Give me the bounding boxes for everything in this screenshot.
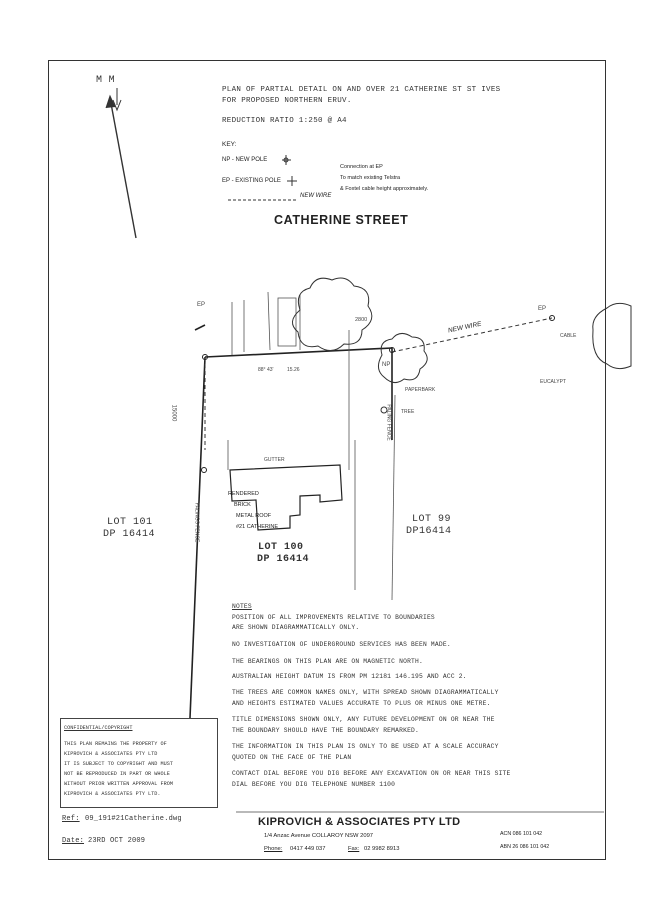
lot-101-dp: DP 16414 <box>103 529 156 540</box>
lot-99-label: LOT 99 <box>412 514 452 525</box>
note-line: CONTACT DIAL BEFORE YOU DIG BEFORE ANY EXCAVATION ON OR NEAR THIS SITE <box>232 770 511 777</box>
ref-label: Ref: <box>62 815 80 823</box>
notes-heading: NOTES <box>232 603 252 610</box>
note-line: AUSTRALIAN HEIGHT DATUM IS FROM PM 12181 146.195 AND ACC 2. <box>232 673 467 680</box>
copyright-line: IT IS SUBJECT TO COPYRIGHT AND MUST <box>64 761 173 767</box>
note-line: THE INFORMATION IN THIS PLAN IS ONLY TO BE USED AT A SCALE ACCURACY <box>232 743 499 750</box>
key-heading: KEY: <box>222 141 237 148</box>
north-arrow-icon <box>106 88 136 238</box>
ref-value: 09_191#21Catherine.dwg <box>85 815 182 823</box>
reduction-ratio: REDUCTION RATIO 1:250 @ A4 <box>222 117 347 125</box>
company-address: 1/4 Anzac Avenue COLLAROY NSW 2097 <box>264 833 374 839</box>
plan-title: PLAN OF PARTIAL DETAIL ON AND OVER 21 CATHERINE ST ST IVES <box>222 86 501 94</box>
note-line: AND HEIGHTS ESTIMATED VALUES ACCURATE TO PLUS OR MINUS ONE METRE. <box>232 700 491 707</box>
pole-label-ep-left: EP <box>197 302 206 308</box>
tree-label-paperbark: PAPERBARK <box>405 387 436 393</box>
lot-101-label: LOT 101 <box>107 517 153 528</box>
building-label-3: METAL ROOF <box>236 513 272 519</box>
tree-label-eucalypt: EUCALYPT <box>540 379 567 385</box>
lot-99-dp: DP16414 <box>406 526 452 537</box>
pole-markers <box>202 316 555 473</box>
date-value: 23RD OCT 2009 <box>88 837 146 845</box>
key-connection-3: & Foxtel cable height approximately. <box>340 186 429 192</box>
key-connection-2: To match existing Telstra <box>340 175 401 181</box>
palings-fence-left: PALINGS FENCE <box>193 502 200 543</box>
copyright-line: KIPROVICH & ASSOCIATES PTY LTD. <box>64 791 161 797</box>
tree-canopy-icon <box>292 278 631 413</box>
acn-number: ACN 086 101 042 <box>500 831 543 837</box>
tree-label-tree: TREE <box>401 409 415 415</box>
cable-label: CABLE <box>560 333 577 339</box>
key-connection-1: Connection at EP <box>340 164 383 170</box>
gutter-label: GUTTER <box>264 457 285 463</box>
copyright-line: NOT BE REPRODUCED IN PART OR WHOLE <box>64 771 170 777</box>
note-line: THE BEARINGS ON THIS PLAN ARE ON MAGNETIC NORTH. <box>232 658 423 665</box>
note-line: POSITION OF ALL IMPROVEMENTS RELATIVE TO BOUNDARIES <box>232 614 435 621</box>
building-outline <box>230 465 342 530</box>
north-label: M M <box>96 75 115 86</box>
pole-label-ep-right: EP <box>538 306 547 312</box>
street-name: CATHERINE STREET <box>274 213 409 227</box>
detail-lines <box>228 292 395 600</box>
copyright-line: WITHOUT PRIOR WRITTEN APPROVAL FROM <box>64 781 173 787</box>
paling-fence-right: PALING FENCE <box>385 404 392 441</box>
new-wire-label: NEW WIRE <box>447 320 483 335</box>
abn-number: ABN 26 086 101 042 <box>500 844 550 850</box>
key-new-pole: NP - NEW POLE <box>222 157 268 163</box>
dimension-2800: 2800 <box>355 317 368 323</box>
phone-label: Phone: <box>264 846 283 852</box>
new-wire-lines <box>205 318 552 450</box>
note-line: QUOTED ON THE FACE OF THE PLAN <box>232 754 352 761</box>
note-line: TITLE DIMENSIONS SHOWN ONLY, ANY FUTURE DEVELOPMENT ON OR NEAR THE <box>232 716 495 723</box>
note-line: NO INVESTIGATION OF UNDERGROUND SERVICES HAS BEEN MADE. <box>232 641 451 648</box>
building-label-1: RENDERED <box>228 491 259 497</box>
pole-label-np: NP <box>382 362 391 368</box>
note-line: DIAL BEFORE YOU DIG TELEPHONE NUMBER 1100 <box>232 781 396 788</box>
copyright-box <box>60 718 218 808</box>
copyright-line: THIS PLAN REMAINS THE PROPERTY OF <box>64 741 167 747</box>
building-label-2: BRICK <box>234 502 251 508</box>
bearing-label: 88° 43' <box>258 367 274 373</box>
copyright-heading: CONFIDENTIAL/COPYRIGHT <box>64 725 133 731</box>
plan-subtitle: FOR PROPOSED NORTHERN ERUV. <box>222 97 352 105</box>
phone-number: 0417 449 037 <box>290 846 326 852</box>
note-line: ARE SHOWN DIAGRAMMATICALLY ONLY. <box>232 624 360 631</box>
copyright-line: KIPROVICH & ASSOCIATES PTY LTD <box>64 751 158 757</box>
date-label: Date: <box>62 837 85 845</box>
fax-label: Fax: <box>348 846 360 852</box>
key-existing-pole: EP - EXISTING POLE <box>222 178 281 184</box>
key-new-wire: NEW WIRE <box>300 193 332 199</box>
dimension-15000: 15000 <box>170 404 177 422</box>
building-label-4: #21 CATHERINE <box>236 524 279 530</box>
distance-label: 15.26 <box>287 367 300 373</box>
company-name: KIPROVICH & ASSOCIATES PTY LTD <box>258 816 461 828</box>
lot-100-label: LOT 100 <box>258 542 304 553</box>
note-line: THE TREES ARE COMMON NAMES ONLY, WITH SPREAD SHOWN DIAGRAMMATICALLY <box>232 689 499 696</box>
note-line: THE BOUNDARY SHOULD HAVE THE BOUNDARY REMARKED. <box>232 727 420 734</box>
fax-number: 02 9982 8913 <box>364 846 400 852</box>
lot-100-dp: DP 16414 <box>257 554 310 565</box>
